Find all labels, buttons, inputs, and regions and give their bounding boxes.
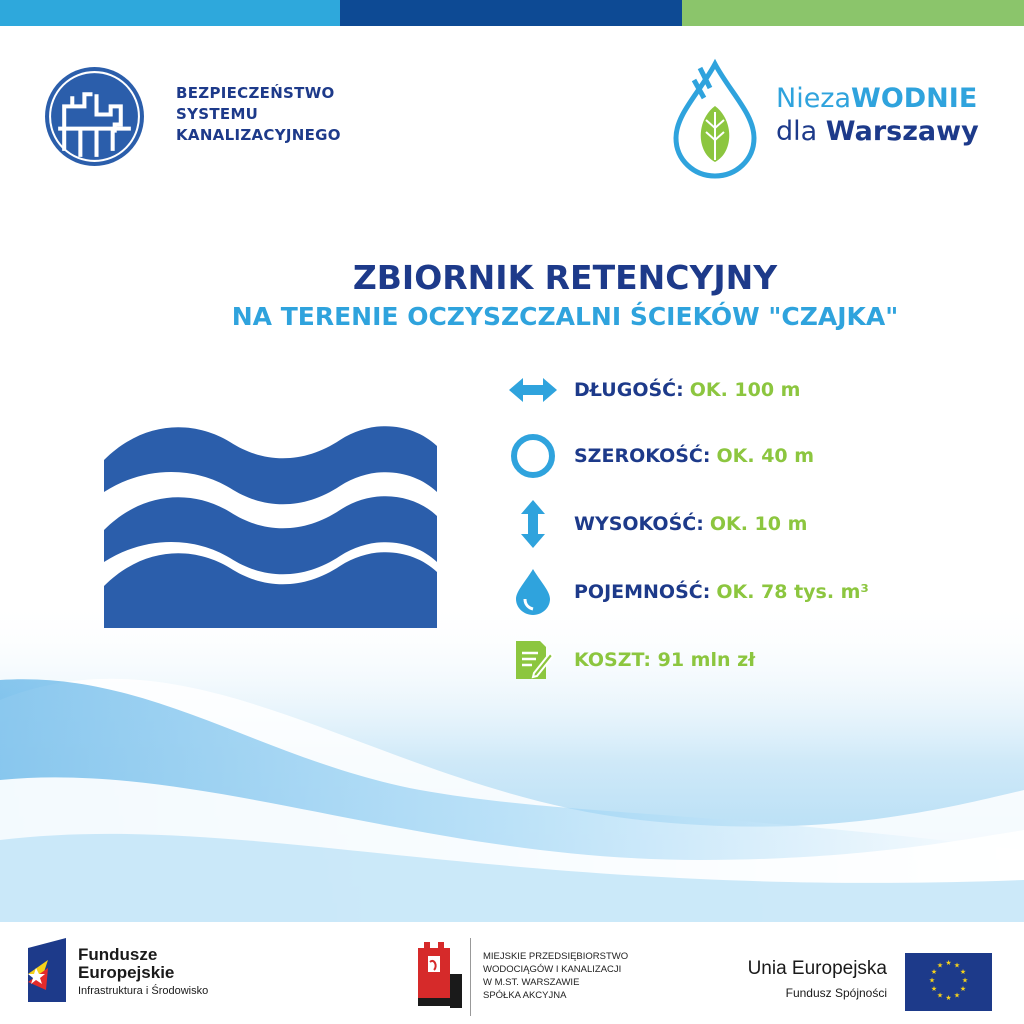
circle-icon bbox=[508, 434, 558, 478]
svg-text:★: ★ bbox=[959, 968, 967, 976]
fact-value: OK. 100 m bbox=[689, 379, 801, 401]
fact-length bbox=[508, 368, 988, 412]
mpwik-crest-logo-icon bbox=[410, 938, 466, 1010]
top-bar-segment-dark-blue bbox=[340, 0, 682, 26]
fact-label: POJEMNOŚĆ: bbox=[574, 581, 711, 603]
svg-text:★: ★ bbox=[930, 968, 938, 976]
bss-title bbox=[176, 83, 341, 146]
svg-text:★: ★ bbox=[936, 991, 944, 1000]
svg-text:★: ★ bbox=[959, 985, 967, 993]
unia-europejska-title: Unia Europejska bbox=[747, 958, 887, 979]
top-color-bar bbox=[0, 0, 1024, 26]
top-bar-segment-green bbox=[682, 0, 1024, 26]
mpwik-name-line: WODOCIĄGÓW I KANALIZACJI bbox=[483, 964, 622, 975]
unia-europejska-subtitle: Fundusz Spójności bbox=[785, 986, 887, 1000]
svg-text:★: ★ bbox=[961, 976, 969, 985]
svg-text:★: ★ bbox=[945, 959, 952, 967]
niezawodnie-bold: WODNIE bbox=[851, 83, 978, 114]
fact-value: KOSZT: 91 mln zł bbox=[574, 649, 756, 671]
bss-title-line: SYSTEMU bbox=[176, 105, 259, 123]
mpwik-name-line: W M.ST. WARSZAWIE bbox=[483, 977, 580, 988]
svg-text:★: ★ bbox=[936, 961, 944, 970]
niezawodnie-line2-bold: Warszawy bbox=[825, 116, 979, 147]
svg-text:★: ★ bbox=[953, 991, 961, 1000]
eu-flag-icon bbox=[905, 953, 992, 1011]
fact-capacity bbox=[508, 570, 988, 614]
fact-width bbox=[508, 434, 988, 478]
fact-label: WYSOKOŚĆ: bbox=[574, 513, 704, 535]
fact-label: SZEROKOŚĆ: bbox=[574, 445, 711, 467]
page-subtitle: NA TERENIE OCZYSZCZALNI ŚCIEKÓW "CZAJKA" bbox=[231, 302, 899, 331]
waves-icon bbox=[104, 420, 437, 628]
svg-text:★: ★ bbox=[930, 985, 938, 993]
fundusze-title bbox=[78, 946, 174, 982]
fact-label: DŁUGOŚĆ: bbox=[574, 379, 684, 401]
niezawodnie-line1 bbox=[776, 82, 979, 115]
niezawodnie-prefix: Nieza bbox=[776, 83, 852, 114]
svg-text:★: ★ bbox=[928, 976, 936, 985]
bss-title-line: BEZPIECZEŃSTWO bbox=[176, 84, 335, 102]
document-edit-icon bbox=[508, 638, 558, 682]
fundusze-title-line1: Fundusze bbox=[78, 945, 158, 964]
mpwik-name-line: MIEJSKIE PRZEDSIĘBIORSTWO bbox=[483, 951, 629, 962]
niezawodnie-line2-prefix: dla bbox=[776, 116, 826, 147]
fact-value: OK. 40 m bbox=[716, 445, 815, 467]
page-title: ZBIORNIK RETENCYJNY bbox=[352, 258, 778, 297]
water-drop-leaf-logo-icon bbox=[670, 58, 760, 180]
fundusze-subtitle: Infrastruktura i Środowisko bbox=[78, 985, 209, 997]
fact-cost bbox=[508, 638, 988, 682]
fact-height bbox=[508, 502, 988, 546]
double-arrow-horizontal-icon bbox=[508, 368, 558, 412]
double-arrow-vertical-icon bbox=[508, 502, 558, 546]
svg-text:★: ★ bbox=[953, 961, 961, 970]
pipe-system-logo-icon bbox=[44, 66, 145, 167]
fact-value: OK. 10 m bbox=[709, 513, 808, 535]
niezawodnie-line2 bbox=[776, 115, 979, 148]
niezawodnie-title bbox=[776, 82, 979, 148]
fundusze-europejskie-logo-icon bbox=[28, 938, 66, 1002]
bss-title-line: KANALIZACYJNEGO bbox=[176, 126, 341, 144]
water-drop-icon bbox=[508, 570, 558, 614]
fundusze-title-line2: Europejskie bbox=[78, 963, 175, 982]
top-bar-segment-light-blue bbox=[0, 0, 340, 26]
mpwik-name-line: SPÓŁKA AKCYJNA bbox=[483, 990, 567, 1001]
fact-value: OK. 78 tys. m³ bbox=[716, 581, 869, 603]
svg-text:★: ★ bbox=[945, 994, 952, 1002]
footer-divider bbox=[470, 938, 471, 1016]
